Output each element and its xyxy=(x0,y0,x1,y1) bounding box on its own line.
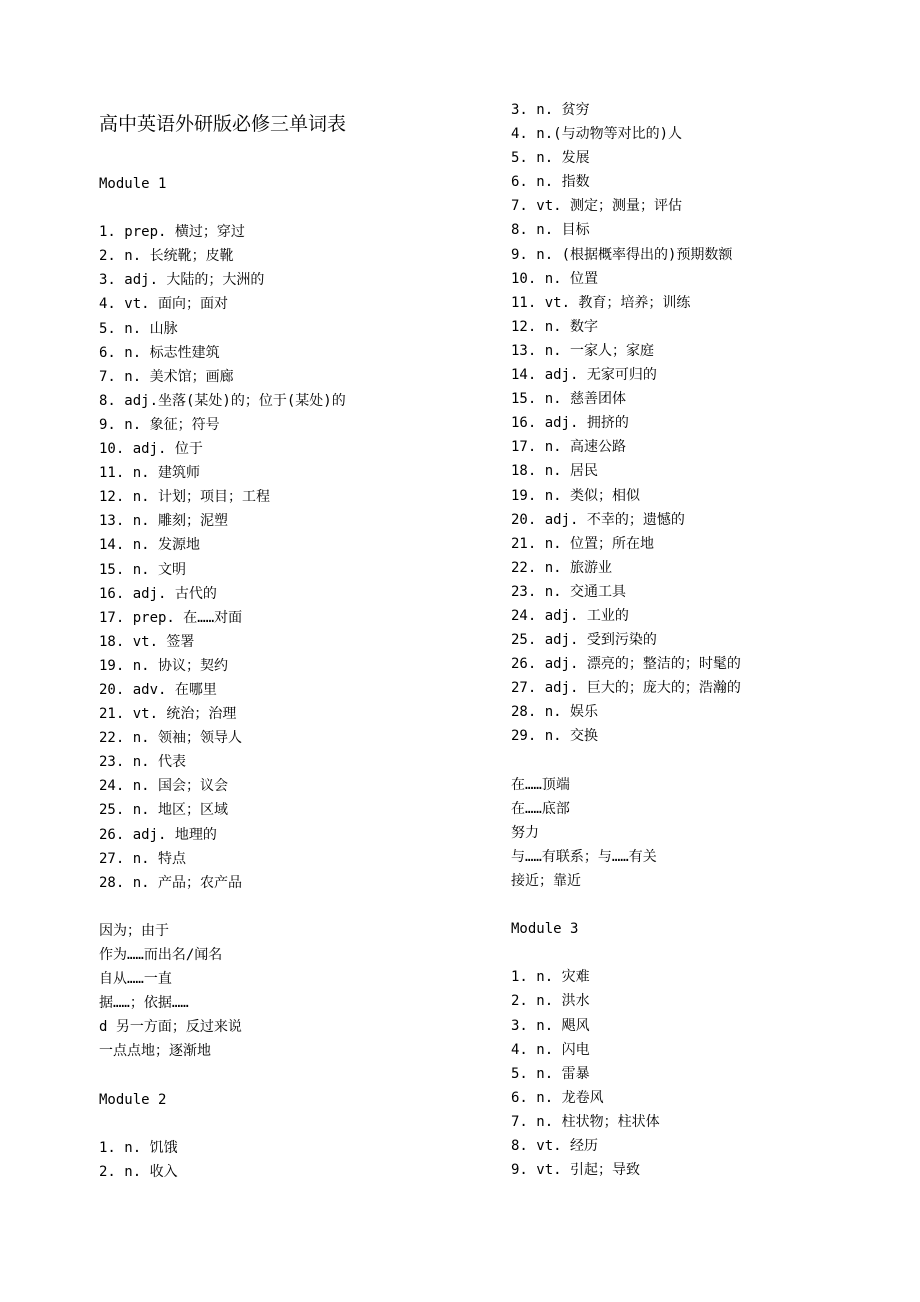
vocab-entry: 21. vt. 统治；治理 xyxy=(99,706,237,723)
vocab-entry: 7. n. 柱状物；柱状体 xyxy=(511,1113,660,1130)
module2-phrase-list xyxy=(511,773,911,893)
vocab-entry: 2. n. 收入 xyxy=(99,1163,178,1180)
document-title: 高中英语外研版必修三单词表 xyxy=(99,113,347,135)
vocab-entry: 1. n. 灾难 xyxy=(511,969,590,986)
vocab-entry: 14. adj. 无家可归的 xyxy=(511,367,657,384)
vocab-entry: 27. n. 特点 xyxy=(99,850,187,867)
phrase-entry: 在……底部 xyxy=(511,800,570,817)
module1-heading: Module 1 xyxy=(99,176,167,192)
phrase-entry: 在……顶端 xyxy=(511,776,570,793)
module3-heading: Module 3 xyxy=(511,921,579,938)
vocab-entry: 18. n. 居民 xyxy=(511,463,599,480)
vocab-entry: 13. n. 一家人；家庭 xyxy=(511,342,655,359)
vocab-entry: 24. adj. 工业的 xyxy=(511,607,629,624)
vocab-entry: 21. n. 位置；所在地 xyxy=(511,535,655,552)
vocab-entry: 9. vt. 引起；导致 xyxy=(511,1162,641,1179)
vocab-entry: 23. n. 代表 xyxy=(99,754,187,771)
vocab-entry: 12. n. 数字 xyxy=(511,318,599,335)
vocab-entry: 22. n. 旅游业 xyxy=(511,559,613,576)
vocab-entry: 6. n. 指数 xyxy=(511,174,590,191)
phrase-entry: 自从……一直 xyxy=(99,971,172,988)
vocab-entry: 26. adj. 漂亮的；整洁的；时髦的 xyxy=(511,656,741,673)
vocab-entry: 3. n. 飓风 xyxy=(511,1017,590,1034)
vocab-entry: 8. vt. 经历 xyxy=(511,1138,599,1155)
vocab-entry: 6. n. 标志性建筑 xyxy=(99,344,220,361)
vocab-entry: 15. n. 文明 xyxy=(99,561,187,578)
module2-heading: Module 2 xyxy=(99,1091,167,1108)
vocab-entry: 28. n. 娱乐 xyxy=(511,704,599,721)
vocab-entry: 26. adj. 地理的 xyxy=(99,826,217,843)
module1-word-list xyxy=(99,220,489,895)
vocab-entry: 3. n. 贫穷 xyxy=(511,102,590,118)
vocab-entry: 19. n. 协议；契约 xyxy=(99,657,229,674)
vocab-entry: 3. adj. 大陆的；大洲的 xyxy=(99,272,265,289)
module3-word-list xyxy=(511,965,911,1182)
vocab-entry: 20. adj. 不幸的；遗憾的 xyxy=(511,511,685,528)
phrase-entry: 据……；依据…… xyxy=(99,995,189,1012)
phrase-entry: 一点点地；逐渐地 xyxy=(99,1043,211,1060)
vocab-entry: 6. n. 龙卷风 xyxy=(511,1089,604,1106)
vocab-entry: 10. n. 位置 xyxy=(511,270,599,287)
vocab-entry: 8. adj.坐落(某处)的；位于(某处)的 xyxy=(99,392,346,409)
right-column xyxy=(511,0,911,1182)
vocab-entry: 4. vt. 面向；面对 xyxy=(99,296,229,313)
vocab-entry: 5. n. 山脉 xyxy=(99,320,178,337)
vocab-entry: 25. adj. 受到污染的 xyxy=(511,632,657,649)
vocab-entry: 17. n. 高速公路 xyxy=(511,439,627,456)
vocab-entry: 11. vt. 教育；培养；训练 xyxy=(511,294,691,311)
vocab-entry: 12. n. 计划；项目；工程 xyxy=(99,489,271,506)
vocab-entry: 14. n. 发源地 xyxy=(99,537,201,554)
phrase-entry: d 另一方面；反过来说 xyxy=(99,1019,242,1036)
vocab-entry: 9. n. 象征；符号 xyxy=(99,416,220,433)
vocab-entry: 23. n. 交通工具 xyxy=(511,583,627,600)
vocab-entry: 7. vt. 测定；测量；评估 xyxy=(511,198,683,215)
vocab-entry: 1. prep. 横过；穿过 xyxy=(99,224,245,241)
vocab-entry: 19. n. 类似；相似 xyxy=(511,487,641,504)
vocab-entry: 4. n.(与动物等对比的)人 xyxy=(511,126,683,143)
vocab-entry: 13. n. 雕刻；泥塑 xyxy=(99,513,229,530)
vocab-entry: 20. adv. 在哪里 xyxy=(99,681,217,698)
vocab-entry: 2. n. 洪水 xyxy=(511,993,590,1010)
phrase-entry: 作为……而出名/闻名 xyxy=(99,947,223,963)
vocab-entry: 1. n. 饥饿 xyxy=(99,1139,178,1156)
vocab-entry: 18. vt. 签署 xyxy=(99,633,195,650)
vocab-entry: 5. n. 发展 xyxy=(511,150,590,167)
phrase-entry: 因为；由于 xyxy=(99,922,169,939)
vocab-entry: 8. n. 目标 xyxy=(511,222,590,239)
vocab-entry: 10. adj. 位于 xyxy=(99,441,203,458)
vocab-entry: 15. n. 慈善团体 xyxy=(511,391,627,408)
vocab-entry: 7. n. 美术馆；画廊 xyxy=(99,368,234,385)
vocab-entry: 16. adj. 古代的 xyxy=(99,585,217,602)
vocab-entry: 11. n. 建筑师 xyxy=(99,465,201,482)
vocab-entry: 27. adj. 巨大的；庞大的；浩瀚的 xyxy=(511,680,741,697)
vocab-entry: 5. n. 雷暴 xyxy=(511,1065,590,1082)
left-column xyxy=(99,0,489,1184)
vocab-entry: 9. n. (根据概率得出的)预期数额 xyxy=(511,246,733,263)
vocab-entry: 22. n. 领袖；领导人 xyxy=(99,730,243,747)
module2-word-list-continued xyxy=(511,98,911,749)
vocab-entry: 24. n. 国会；议会 xyxy=(99,778,229,795)
phrase-entry: 努力 xyxy=(511,824,539,841)
vocab-entry: 4. n. 闪电 xyxy=(511,1041,590,1058)
vocab-entry: 28. n. 产品；农产品 xyxy=(99,874,243,891)
vocab-entry: 17. prep. 在……对面 xyxy=(99,609,243,626)
phrase-entry: 接近；靠近 xyxy=(511,873,581,889)
vocab-entry: 2. n. 长统靴；皮靴 xyxy=(99,248,234,265)
vocab-entry: 29. n. 交换 xyxy=(511,728,599,745)
module1-phrase-list xyxy=(99,919,489,1064)
vocab-entry: 16. adj. 拥挤的 xyxy=(511,415,629,432)
phrase-entry: 与……有联系；与……有关 xyxy=(511,848,657,865)
vocab-entry: 25. n. 地区；区域 xyxy=(99,802,229,819)
module2-word-list-start xyxy=(99,1136,489,1184)
